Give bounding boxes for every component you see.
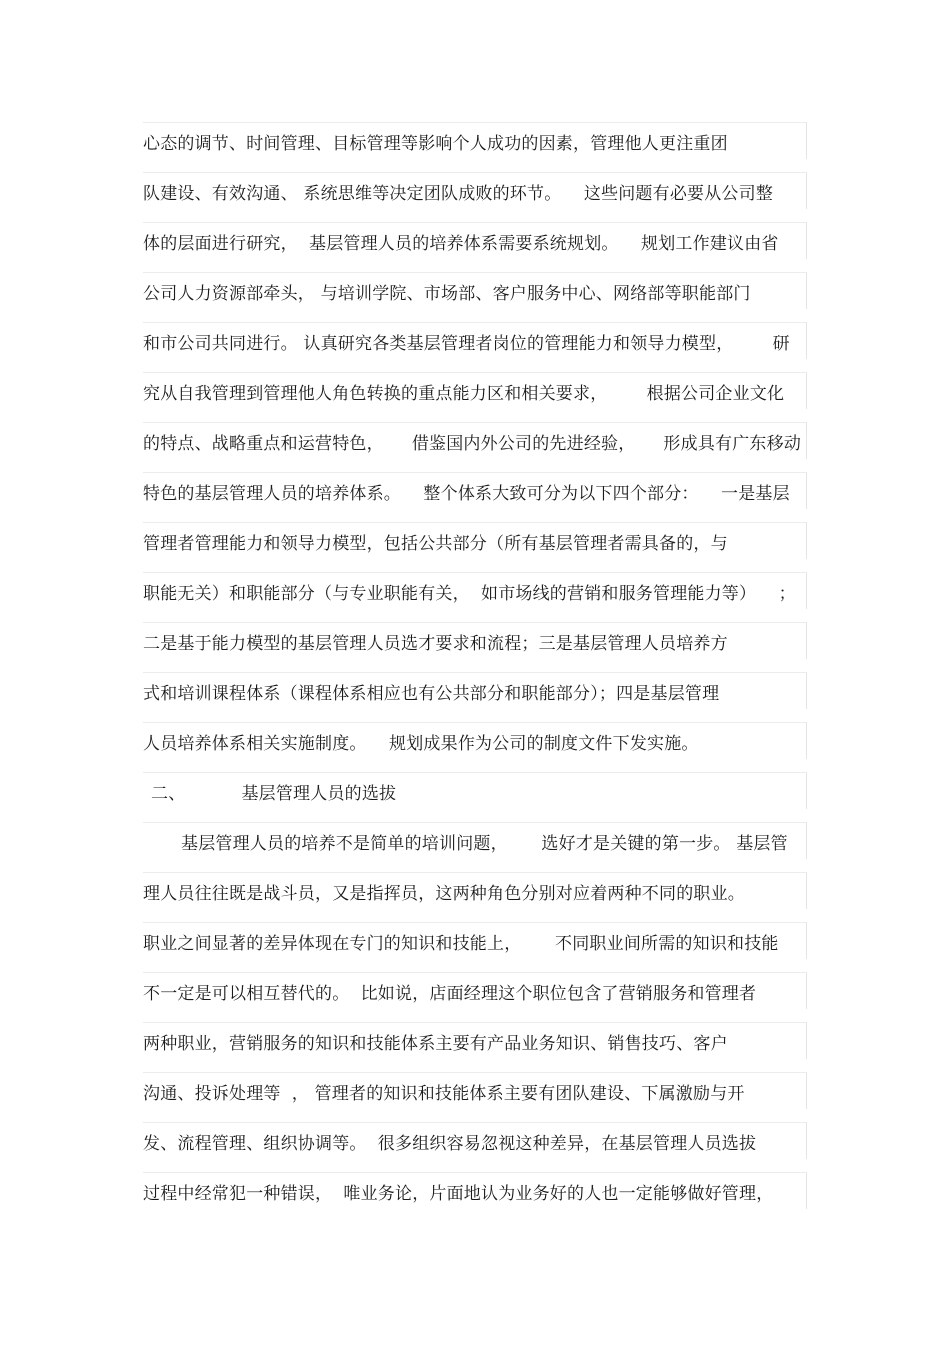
text-line-10 — [143, 572, 807, 609]
text-line: 职能无关）和职能部分（与专业职能有关， 如市场线的营销和服务管理能力等） ； — [143, 583, 796, 604]
text-line: 职业之间显著的差异体现在专门的知识和技能上， 不同职业间所需的知识和技能 — [143, 933, 779, 954]
text-line: 不一定是可以相互替代的。 比如说，店面经理这个职位包含了营销服务和管理者 — [143, 983, 757, 1004]
text-line: 两种职业，营销服务的知识和技能体系主要有产品业务知识、销售技巧、客户 — [143, 1033, 728, 1054]
text-line-6 — [143, 372, 807, 409]
section-heading — [143, 772, 807, 809]
text-line: 人员培养体系相关实施制度。 规划成果作为公司的制度文件下发实施。 — [143, 733, 699, 754]
text-line-4 — [143, 272, 807, 309]
text-line-2 — [143, 172, 807, 209]
text-line-18 — [143, 972, 807, 1009]
text-line-13 — [143, 722, 807, 759]
text-line-17 — [143, 922, 807, 959]
text-line: 管理者管理能力和领导力模型，包括公共部分（所有基层管理者需具备的，与 — [143, 533, 728, 554]
text-line: 体的层面进行研究， 基层管理人员的培养体系需要系统规划。 规划工作建议由省 — [143, 233, 779, 254]
text-line: 特色的基层管理人员的培养体系。 整个体系大致可分为以下四个部分： 一是基层 — [143, 483, 790, 504]
text-line-7 — [143, 422, 807, 459]
text-line-20 — [143, 1072, 807, 1109]
text-line: 沟通、投诉处理等 ， 管理者的知识和技能体系主要有团队建设、下属激励与开 — [143, 1083, 745, 1104]
text-line-12 — [143, 672, 807, 709]
text-line: 发、流程管理、组织协调等。 很多组织容易忽视这种差异，在基层管理人员选拔 — [143, 1133, 757, 1154]
text-line-3 — [143, 222, 807, 259]
text-line-15 — [143, 822, 807, 859]
text-line-16 — [143, 872, 807, 909]
text-line-11 — [143, 622, 807, 659]
text-line: 基层管理人员的培养不是简单的培训问题， 选好才是关键的第一步。 基层管 — [181, 833, 788, 854]
text-line: 公司人力资源部牵头， 与培训学院、市场部、客户服务中心、网络部等职能部门 — [143, 283, 751, 304]
text-line-19 — [143, 1022, 807, 1059]
text-line-22 — [143, 1172, 807, 1209]
text-line-8 — [143, 472, 807, 509]
text-line-9 — [143, 522, 807, 559]
text-line: 心态的调节、时间管理、目标管理等影响个人成功的因素，管理他人更注重团 — [143, 133, 728, 154]
text-line: 式和培训课程体系（课程体系相应也有公共部分和职能部分）；四是基层管理 — [143, 683, 720, 704]
text-line: 的特点、战略重点和运营特色， 借鉴国内外公司的先进经验， 形成具有广东移动 — [143, 433, 802, 454]
section-heading-text: 二、 基层管理人员的选拔 — [151, 783, 397, 804]
text-line-5 — [143, 322, 807, 359]
text-line: 二是基于能力模型的基层管理人员选才要求和流程；三是基层管理人员培养方 — [143, 633, 728, 654]
text-line-1 — [143, 122, 807, 159]
text-line: 队建设、有效沟通、 系统思维等决定团队成败的环节。 这些问题有必要从公司整 — [143, 183, 774, 204]
text-line: 理人员往往既是战斗员，又是指挥员，这两种角色分别对应着两种不同的职业。 — [143, 883, 745, 904]
text-line: 过程中经常犯一种错误， 唯业务论，片面地认为业务好的人也一定能够做好管理， — [143, 1183, 774, 1204]
text-line: 究从自我管理到管理他人角色转换的重点能力区和相关要求， 根据公司企业文化 — [143, 383, 785, 404]
text-line-21 — [143, 1122, 807, 1159]
text-line: 和市公司共同进行。 认真研究各类基层管理者岗位的管理能力和领导力模型， 研 — [143, 333, 790, 354]
